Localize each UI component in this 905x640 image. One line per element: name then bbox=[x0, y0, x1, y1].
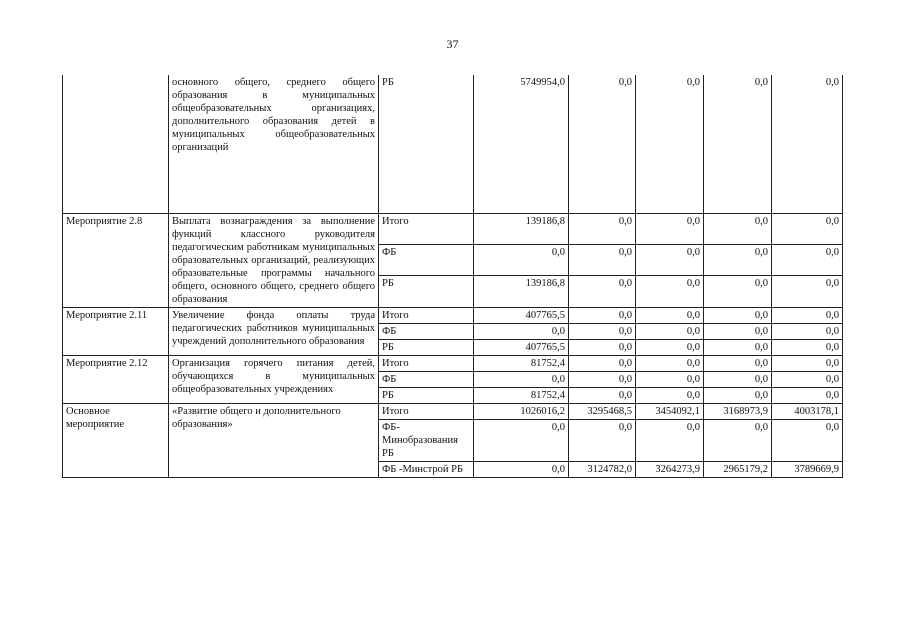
amount-cell: 3168973,9 bbox=[704, 403, 772, 419]
budget-table bbox=[62, 75, 843, 478]
amount-cell: 0,0 bbox=[704, 339, 772, 355]
amount-cell: 0,0 bbox=[569, 355, 636, 371]
funding-source-cell: РБ bbox=[379, 276, 474, 307]
amount-cell: 0,0 bbox=[704, 323, 772, 339]
amount-cell: 0,0 bbox=[569, 387, 636, 403]
amount-cell: 139186,8 bbox=[474, 276, 569, 307]
funding-source-cell: ФБ -Минстрой РБ bbox=[379, 461, 474, 477]
amount-cell: 0,0 bbox=[704, 213, 772, 244]
description-cell: «Развитие общего и дополнительного образования» bbox=[169, 403, 379, 477]
measure-cell bbox=[63, 75, 169, 213]
amount-cell: 0,0 bbox=[569, 244, 636, 275]
funding-source-cell: Итого bbox=[379, 355, 474, 371]
amount-cell: 0,0 bbox=[636, 419, 704, 461]
amount-cell: 0,0 bbox=[474, 323, 569, 339]
description-cell: Организация горячего питания детей, обучающихся в муниципальных общеобразовательных учреждениях bbox=[169, 355, 379, 403]
amount-cell: 139186,8 bbox=[474, 213, 569, 244]
amount-cell: 3295468,5 bbox=[569, 403, 636, 419]
amount-cell: 0,0 bbox=[474, 371, 569, 387]
amount-cell: 0,0 bbox=[636, 276, 704, 307]
amount-cell: 0,0 bbox=[704, 307, 772, 323]
table-row bbox=[63, 355, 843, 371]
amount-cell: 0,0 bbox=[636, 387, 704, 403]
amount-cell: 0,0 bbox=[636, 75, 704, 213]
amount-cell: 1026016,2 bbox=[474, 403, 569, 419]
amount-cell: 81752,4 bbox=[474, 355, 569, 371]
table-row bbox=[63, 213, 843, 244]
funding-source-cell: РБ bbox=[379, 339, 474, 355]
amount-cell: 0,0 bbox=[474, 461, 569, 477]
amount-cell: 3264273,9 bbox=[636, 461, 704, 477]
amount-cell: 0,0 bbox=[772, 371, 843, 387]
table-row bbox=[63, 75, 843, 213]
description-cell: основного общего, среднего общего образования в муниципальных общеобразовательных организациях, дополнительного образования детей в муниципальных общеобразовательных организаций bbox=[169, 75, 379, 213]
amount-cell: 0,0 bbox=[636, 371, 704, 387]
funding-source-cell: ФБ-Минобразования РБ bbox=[379, 419, 474, 461]
amount-cell: 0,0 bbox=[772, 75, 843, 213]
amount-cell: 0,0 bbox=[636, 244, 704, 275]
amount-cell: 0,0 bbox=[772, 244, 843, 275]
amount-cell: 0,0 bbox=[569, 307, 636, 323]
amount-cell: 0,0 bbox=[772, 307, 843, 323]
amount-cell: 0,0 bbox=[772, 339, 843, 355]
measure-cell: Мероприятие 2.8 bbox=[63, 213, 169, 307]
amount-cell: 0,0 bbox=[569, 276, 636, 307]
funding-source-cell: РБ bbox=[379, 387, 474, 403]
amount-cell: 3454092,1 bbox=[636, 403, 704, 419]
amount-cell: 0,0 bbox=[772, 419, 843, 461]
measure-cell: Основное мероприятие bbox=[63, 403, 169, 477]
amount-cell: 0,0 bbox=[704, 75, 772, 213]
amount-cell: 0,0 bbox=[569, 339, 636, 355]
funding-source-cell: ФБ bbox=[379, 323, 474, 339]
amount-cell: 3124782,0 bbox=[569, 461, 636, 477]
amount-cell: 2965179,2 bbox=[704, 461, 772, 477]
amount-cell: 0,0 bbox=[704, 371, 772, 387]
amount-cell: 0,0 bbox=[569, 213, 636, 244]
amount-cell: 0,0 bbox=[474, 244, 569, 275]
amount-cell: 0,0 bbox=[569, 371, 636, 387]
amount-cell: 0,0 bbox=[772, 387, 843, 403]
amount-cell: 0,0 bbox=[636, 307, 704, 323]
amount-cell: 4003178,1 bbox=[772, 403, 843, 419]
amount-cell: 0,0 bbox=[704, 355, 772, 371]
amount-cell: 0,0 bbox=[474, 419, 569, 461]
table-row bbox=[63, 307, 843, 323]
funding-source-cell: Итого bbox=[379, 307, 474, 323]
description-cell: Увеличение фонда оплаты труда педагогических работников муниципальных учреждений дополнительного образования bbox=[169, 307, 379, 355]
funding-source-cell: ФБ bbox=[379, 371, 474, 387]
amount-cell: 0,0 bbox=[569, 75, 636, 213]
amount-cell: 5749954,0 bbox=[474, 75, 569, 213]
table-row bbox=[63, 403, 843, 419]
amount-cell: 0,0 bbox=[772, 323, 843, 339]
amount-cell: 0,0 bbox=[636, 355, 704, 371]
funding-source-cell: Итого bbox=[379, 403, 474, 419]
funding-source-cell: ФБ bbox=[379, 244, 474, 275]
measure-cell: Мероприятие 2.11 bbox=[63, 307, 169, 355]
amount-cell: 0,0 bbox=[704, 419, 772, 461]
amount-cell: 0,0 bbox=[569, 323, 636, 339]
amount-cell: 0,0 bbox=[704, 387, 772, 403]
amount-cell: 0,0 bbox=[772, 355, 843, 371]
page-number: 37 bbox=[446, 37, 459, 51]
amount-cell: 3789669,9 bbox=[772, 461, 843, 477]
amount-cell: 0,0 bbox=[772, 276, 843, 307]
measure-cell: Мероприятие 2.12 bbox=[63, 355, 169, 403]
funding-source-cell: Итого bbox=[379, 213, 474, 244]
amount-cell: 407765,5 bbox=[474, 307, 569, 323]
amount-cell: 0,0 bbox=[569, 419, 636, 461]
amount-cell: 81752,4 bbox=[474, 387, 569, 403]
amount-cell: 0,0 bbox=[704, 244, 772, 275]
amount-cell: 0,0 bbox=[704, 276, 772, 307]
funding-source-cell: РБ bbox=[379, 75, 474, 213]
amount-cell: 0,0 bbox=[772, 213, 843, 244]
amount-cell: 0,0 bbox=[636, 213, 704, 244]
amount-cell: 0,0 bbox=[636, 339, 704, 355]
amount-cell: 407765,5 bbox=[474, 339, 569, 355]
amount-cell: 0,0 bbox=[636, 323, 704, 339]
description-cell: Выплата вознаграждения за выполнение функций классного руководителя педагогическим работникам муниципальных образовательных организаций, реализующих образовательные программы начального общего, основного общего, среднего общего образования bbox=[169, 213, 379, 307]
budget-table-body bbox=[63, 75, 843, 477]
